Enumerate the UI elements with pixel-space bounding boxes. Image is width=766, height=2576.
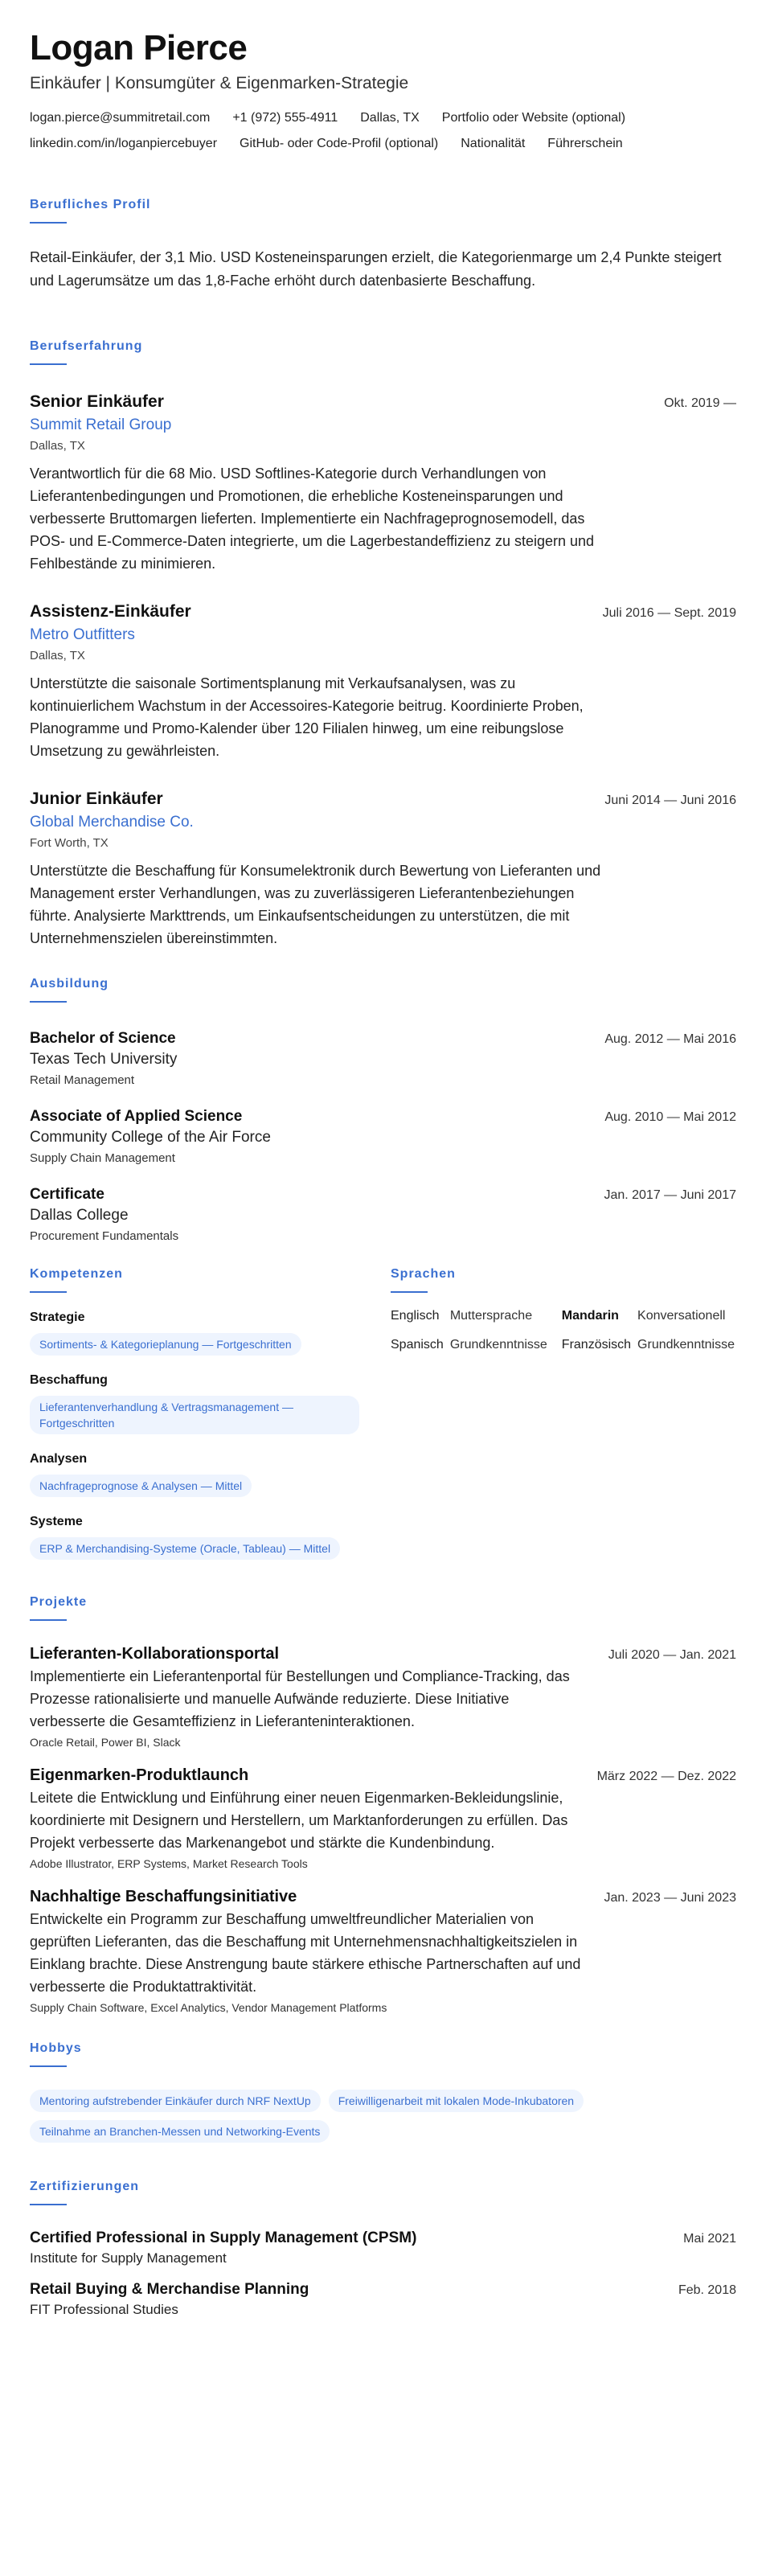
- project-tech: Supply Chain Software, Excel Analytics, Vendor Management Platforms: [30, 2001, 387, 2014]
- certification-date: Feb. 2018: [678, 2283, 736, 2297]
- skill-category: Systeme: [30, 1515, 83, 1528]
- section-divider: [30, 1001, 67, 1003]
- skill-group: [30, 1452, 380, 1497]
- certification-entry: [30, 2229, 736, 2266]
- certification-date: Mai 2021: [683, 2232, 736, 2246]
- language-name: Französisch: [561, 1338, 632, 1352]
- certification-issuer: Institute for Supply Management: [30, 2250, 227, 2266]
- certification-name: Retail Buying & Merchandise Planning: [30, 2281, 309, 2298]
- project-tech: Oracle Retail, Power BI, Slack: [30, 1736, 181, 1749]
- language-name: Mandarin: [561, 1309, 619, 1323]
- certification-issuer: FIT Professional Studies: [30, 2302, 178, 2317]
- hobby-chip: Freiwilligenarbeit mit lokalen Mode-Inkubatoren: [329, 2090, 584, 2112]
- skills-languages-row: [30, 1267, 736, 1560]
- field-of-study: Procurement Fundamentals: [30, 1229, 179, 1243]
- degree-title: Associate of Applied Science: [30, 1108, 243, 1125]
- section-title: Ausbildung: [30, 977, 109, 991]
- hobby-list: [30, 2082, 736, 2143]
- skill-category: Analysen: [30, 1452, 88, 1466]
- school-name: Dallas College: [30, 1207, 129, 1224]
- profile-summary: Retail-Einkäufer, der 3,1 Mio. USD Kosteneinsparungen erzielt, die Kategorienmarge um 2,4 Punkte steigert und Lagerumsätze um das 1,8-Fache erhöht durch datenbasierte Beschaffung.: [30, 249, 722, 289]
- section-divider: [30, 2204, 67, 2205]
- section-divider: [30, 222, 67, 224]
- project-entry: [30, 1766, 736, 1870]
- hobbies-section: [30, 2041, 736, 2143]
- skill-group: [30, 1515, 380, 1560]
- skill-group: [30, 1311, 380, 1356]
- certification-name: Certified Professional in Supply Management (CPSM): [30, 2229, 417, 2246]
- section-divider: [30, 363, 67, 365]
- section-title: Kompetenzen: [30, 1267, 123, 1281]
- project-dates: Juli 2020 — Jan. 2021: [608, 1648, 736, 1662]
- language-level: Grundkenntnisse: [637, 1338, 735, 1352]
- language-level: Grundkenntnisse: [449, 1338, 547, 1352]
- field-of-study: Retail Management: [30, 1073, 135, 1087]
- project-description: Entwickelte ein Programm zur Beschaffung umweltfreundlicher Materialien von geprüften Lieferanten, das die Beschaffung mit Unternehmensnachhaltigkeitszielen in Einklang brachte. Diese Anstrengung baute stärkere ethische Partnerschaften auf und verbesserte die Produktattraktivität.: [30, 1911, 581, 1995]
- skill-chip: Nachfrageprognose & Analysen — Mittel: [30, 1475, 252, 1497]
- certifications-section: [30, 2180, 736, 2318]
- project-name: Eigenmarken-Produktlaunch: [30, 1766, 249, 1784]
- section-title: Berufserfahrung: [30, 339, 143, 353]
- job-description: Unterstützte die saisonale Sortimentsplanung mit Verkaufsanalysen, was zu kontinuierlichem Wachstum in der Accessoires-Kategorie beitrug. Koordinierte Proben, Planogramme und Promo-Kalender über 120 Filialen hinweg, um eine reibungslose Umsetzung zu gewährleisten.: [30, 675, 584, 759]
- skill-chip: Sortiments- & Kategorieplanung — Fortgeschritten: [30, 1333, 301, 1356]
- company-name: Summit Retail Group: [30, 416, 172, 433]
- education-entry: [30, 1108, 736, 1165]
- language-name: Englisch: [391, 1309, 440, 1323]
- education-entry: [30, 1030, 736, 1087]
- experience-section: [30, 339, 736, 950]
- skill-chip: ERP & Merchandising-Systeme (Oracle, Tableau) — Mittel: [30, 1537, 340, 1560]
- education-entry: [30, 1186, 736, 1243]
- experience-entry: [30, 602, 736, 762]
- degree-title: Certificate: [30, 1186, 104, 1203]
- language-name: Spanisch: [391, 1338, 444, 1352]
- company-name: Metro Outfitters: [30, 626, 135, 643]
- school-name: Texas Tech University: [30, 1051, 178, 1068]
- skill-category: Strategie: [30, 1311, 85, 1324]
- section-divider: [30, 1619, 67, 1621]
- job-location: Dallas, TX: [30, 649, 85, 662]
- project-entry: [30, 1645, 736, 1749]
- project-name: Lieferanten-Kollaborationsportal: [30, 1645, 280, 1663]
- profile-section: [30, 198, 736, 293]
- skill-chip: Lieferantenverhandlung & Vertragsmanagement — Fortgeschritten: [30, 1396, 359, 1434]
- project-dates: Jan. 2023 — Juni 2023: [604, 1891, 736, 1905]
- job-title: Senior Einkäufer: [30, 392, 164, 411]
- contact-nationality: Nationalität: [461, 137, 526, 150]
- company-name: Global Merchandise Co.: [30, 814, 194, 831]
- section-divider: [30, 2065, 67, 2067]
- candidate-name: Logan Pierce: [30, 28, 248, 68]
- experience-entry: [30, 790, 736, 950]
- education-section: [30, 977, 736, 1243]
- experience-entry: [30, 392, 736, 575]
- certification-entry: [30, 2281, 736, 2318]
- job-description: Unterstützte die Beschaffung für Konsumelektronik durch Bewertung von Lieferanten und Management erster Verhandlungen, was zu zuverlässigeren Lieferantenbeziehungen führte. Analysierte Markttrends, um Einkaufsentscheidungen zu unterstützen, die mit Unternehmenszielen übereinstimmten.: [30, 863, 601, 946]
- section-divider: [391, 1291, 428, 1293]
- language-level: Konversationell: [637, 1309, 726, 1323]
- job-location: Dallas, TX: [30, 439, 85, 453]
- hobby-chip: Teilnahme an Branchen-Messen und Networking-Events: [30, 2120, 330, 2143]
- contact-email[interactable]: logan.pierce@summitretail.com: [30, 111, 211, 125]
- contact-phone[interactable]: +1 (972) 555-4911: [232, 111, 338, 125]
- education-dates: Jan. 2017 — Juni 2017: [604, 1188, 736, 1202]
- project-tech: Adobe Illustrator, ERP Systems, Market Research Tools: [30, 1857, 308, 1870]
- section-divider: [30, 1291, 67, 1293]
- field-of-study: Supply Chain Management: [30, 1151, 175, 1165]
- job-dates: Juli 2016 — Sept. 2019: [602, 606, 736, 620]
- contact-list: [30, 111, 736, 151]
- project-description: Leitete die Entwicklung und Einführung einer neuen Eigenmarken-Bekleidungslinie, koordinierte mit Designern und Herstellern, um Marktanforderungen zu erfüllen. Das Projekt verbesserte das Markenangebot und stärkte die Kundenbindung.: [30, 1790, 568, 1851]
- section-title: Hobbys: [30, 2041, 82, 2055]
- education-dates: Aug. 2012 — Mai 2016: [604, 1032, 736, 1046]
- languages-section: [391, 1267, 736, 1560]
- contact-github[interactable]: GitHub- oder Code-Profil (optional): [240, 137, 439, 150]
- section-title: Projekte: [30, 1595, 88, 1609]
- job-title: Junior Einkäufer: [30, 790, 163, 808]
- resume-header: [30, 27, 736, 151]
- school-name: Community College of the Air Force: [30, 1129, 271, 1146]
- hobby-chip: Mentoring aufstrebender Einkäufer durch NRF NextUp: [30, 2090, 321, 2112]
- contact-linkedin[interactable]: linkedin.com/in/loganpiercebuyer: [30, 137, 218, 150]
- contact-portfolio[interactable]: Portfolio oder Website (optional): [441, 111, 626, 125]
- projects-section: [30, 1595, 736, 2014]
- section-title: Sprachen: [391, 1267, 456, 1281]
- skills-section: [30, 1267, 380, 1560]
- job-dates: Okt. 2019 —: [664, 396, 736, 410]
- job-location: Fort Worth, TX: [30, 836, 109, 850]
- contact-location: Dallas, TX: [360, 111, 420, 125]
- language-list: [391, 1309, 736, 1352]
- skill-category: Beschaffung: [30, 1373, 108, 1387]
- candidate-headline: Einkäufer | Konsumgüter & Eigenmarken-Strategie: [30, 74, 409, 92]
- project-description: Implementierte ein Lieferantenportal für Bestellungen und Compliance-Tracking, das Prozesse rationalisierte und manuelle Aufwände reduzierte. Diese Initiative verbesserte die Gesamteffizienz in Lieferanteninteraktionen.: [30, 1668, 570, 1729]
- job-description: Verantwortlich für die 68 Mio. USD Softlines-Kategorie durch Verhandlungen von Lieferantenbedingungen und Promotionen, die erhebliche Kosteneinsparungen und verbesserte Bruttomargen lieferten. Implementierte ein Nachfrageprognosemodell, das POS- und E-Commerce-Daten integrierte, um die Lagerbestandeffizienz zu steigern und Fehlbestände zu minimieren.: [30, 466, 595, 572]
- section-title: Berufliches Profil: [30, 198, 151, 211]
- degree-title: Bachelor of Science: [30, 1030, 176, 1047]
- section-title: Zertifizierungen: [30, 2180, 140, 2193]
- project-dates: März 2022 — Dez. 2022: [596, 1770, 736, 1783]
- job-dates: Juni 2014 — Juni 2016: [604, 794, 736, 807]
- project-entry: [30, 1888, 736, 2014]
- contact-license: Führerschein: [547, 137, 623, 150]
- skill-group: [30, 1373, 380, 1434]
- language-level: Muttersprache: [449, 1309, 533, 1323]
- education-dates: Aug. 2010 — Mai 2012: [604, 1110, 736, 1124]
- project-name: Nachhaltige Beschaffungsinitiative: [30, 1888, 297, 1905]
- job-title: Assistenz-Einkäufer: [30, 602, 191, 621]
